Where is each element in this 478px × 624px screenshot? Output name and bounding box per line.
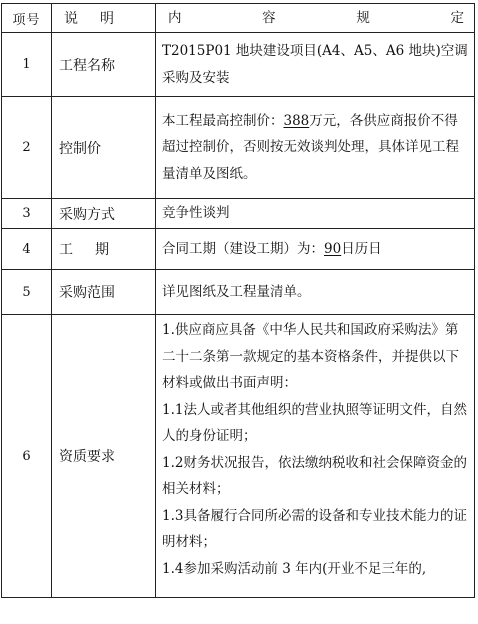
row-content [156, 229, 475, 270]
table-row [2, 97, 475, 199]
row-content [156, 97, 475, 199]
row-label: 资质要求 [52, 315, 156, 598]
table-header-row [2, 4, 475, 33]
header-description-char-1: 说 [64, 11, 78, 27]
table-row [2, 315, 475, 598]
header-content-char-3: 规 [356, 9, 370, 26]
row-content: 详见图纸及工程量清单。 [156, 270, 475, 315]
duration-amount: 90 [324, 240, 342, 257]
qualification-paragraph: 1.2财务状况报告，依法缴纳税收和社会保障资金的相关材料； [162, 454, 467, 497]
row-content [156, 315, 475, 598]
row-number: 3 [2, 199, 52, 229]
qualification-paragraph: 1.1法人或者其他组织的营业执照等证明文件，自然人的身份证明； [162, 401, 467, 444]
header-content-rules [156, 4, 475, 33]
table-row [2, 270, 475, 315]
duration-suffix: 日历日 [341, 240, 382, 257]
project-name-text: T2015P01 地块建设项目(A4、A5、A6 地块)空调采购及安装 [162, 43, 468, 86]
header-item-number: 项号 [2, 4, 52, 33]
row-content [156, 33, 475, 97]
table-row [2, 199, 475, 229]
row-number: 2 [2, 97, 52, 199]
row-number: 6 [2, 315, 52, 598]
qualification-paragraph: 1.4参加采购活动前 3 年内(开业不足三年的, [162, 560, 427, 577]
header-content-char-4: 定 [450, 9, 464, 26]
qualification-paragraph: 1.3具备履行合同所必需的设备和专业技术能力的证明材料； [162, 507, 467, 550]
control-price-text [162, 108, 468, 188]
control-price-suffix: 万元，各供应商报价不得超过控制价，否则按无效谈判处理，具体详见工程量清单及图纸。 [162, 112, 459, 182]
header-description [52, 4, 156, 33]
row-number: 4 [2, 229, 52, 270]
control-price-amount: 388 [283, 112, 310, 129]
control-price-prefix: 本工程最高控制价： [162, 112, 284, 129]
row-label [52, 229, 156, 270]
project-info-table [1, 3, 475, 598]
table-row [2, 229, 475, 270]
row-number: 1 [2, 33, 52, 97]
duration-prefix: 合同工期（建设工期）为： [162, 240, 324, 257]
table-row [2, 33, 475, 97]
row-label-char-2: 期 [95, 242, 109, 258]
header-content-char-2: 容 [262, 9, 276, 26]
row-number: 5 [2, 270, 52, 315]
row-label: 控制价 [52, 97, 156, 199]
row-label-char-1: 工 [59, 242, 73, 258]
row-label: 采购方式 [52, 199, 156, 229]
row-content: 竞争性谈判 [156, 199, 475, 229]
header-description-char-2: 明 [100, 11, 114, 27]
row-label: 采购范围 [52, 270, 156, 315]
header-content-char-1: 内 [168, 9, 182, 26]
row-label: 工程名称 [52, 33, 156, 97]
qualification-paragraph: 1.供应商应具备《中华人民共和国政府采购法》第二十二条第一款规定的基本资格条件，并提供以下材料或做出书面声明： [162, 322, 459, 391]
